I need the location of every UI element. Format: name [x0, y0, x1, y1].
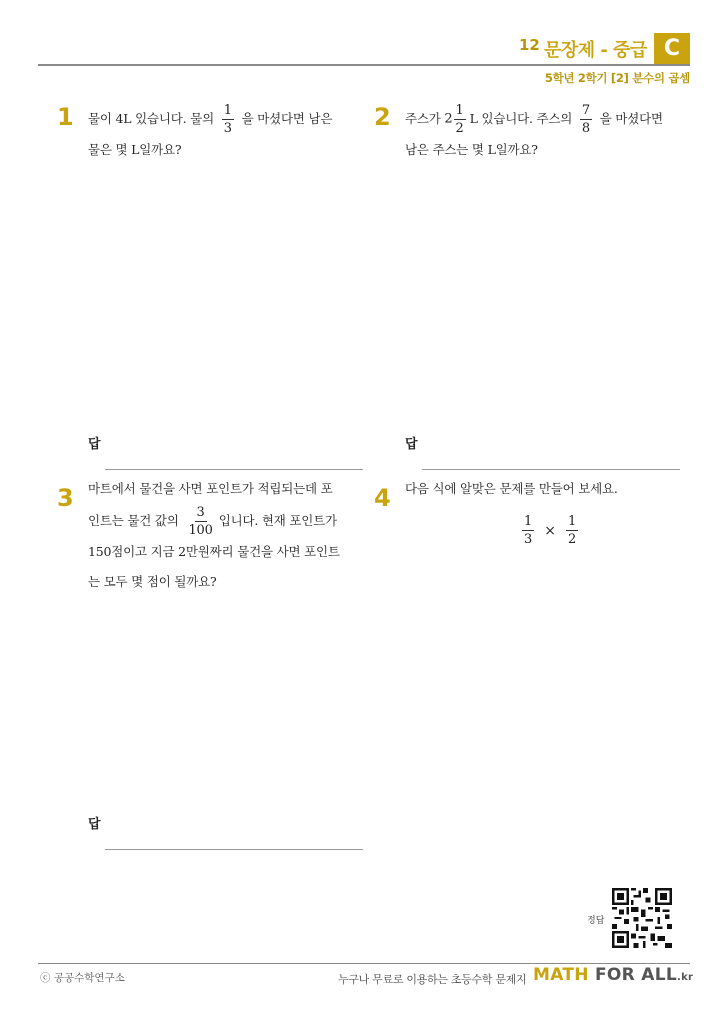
fraction-denominator: 3	[524, 532, 533, 547]
problem-2-answer-label: 답	[405, 437, 418, 452]
fraction-denominator: 100	[188, 523, 213, 538]
problem-2-fraction	[580, 104, 592, 135]
brand-math: MATH	[533, 965, 589, 985]
expression-fraction-b	[566, 515, 578, 546]
footer-divider	[38, 963, 690, 964]
copyright: ⓒ 공공수학연구소	[40, 972, 125, 984]
problem-2-text-a: 주스가	[405, 111, 441, 126]
fraction-denominator: 2	[568, 532, 577, 547]
problem-1-text-a: 물이 4L 있습니다. 물의	[88, 111, 214, 126]
mixed-number-whole: 2	[444, 111, 453, 127]
problem-1-text-b: 을 마셨다면 남은	[241, 111, 333, 126]
fraction-denominator: 2	[455, 121, 464, 136]
brand-logo[interactable]	[533, 965, 693, 985]
problem-2-text-b: L 있습니다. 주스의	[469, 111, 573, 126]
problem-1-text	[88, 104, 368, 165]
fraction-numerator: 3	[196, 505, 205, 520]
unit-subtitle: 5학년 2학기 [2] 분수의 곱셈	[544, 71, 690, 85]
problem-1-fraction	[222, 104, 234, 135]
problem-3-answer-line[interactable]	[105, 849, 363, 850]
problem-2-text	[405, 104, 695, 165]
problem-3-text-b: 입니다. 현재 포인트가	[218, 513, 337, 528]
page-number: 12	[519, 36, 540, 54]
problem-2-text-c: 을 마셨다면	[599, 111, 663, 126]
expression-fraction-a	[522, 515, 534, 546]
problem-2-number: 2	[374, 103, 391, 131]
problem-1-answer-label: 답	[88, 437, 101, 452]
problem-4-text: 다음 식에 알맞은 문제를 만들어 보세요.	[405, 481, 618, 496]
brand-for-all: FOR ALL	[588, 965, 677, 985]
qr-code-icon[interactable]	[612, 888, 672, 948]
header-divider	[38, 64, 690, 66]
problem-4-number: 4	[374, 484, 391, 512]
multiply-operator: ×	[544, 522, 557, 539]
problem-3-number: 3	[57, 484, 74, 512]
problem-2-mixed-fraction	[454, 104, 466, 135]
fraction-denominator: 8	[581, 121, 590, 136]
problem-4-expression	[518, 515, 582, 546]
fraction-denominator: 3	[223, 121, 232, 136]
problem-1-text-line2: 물은 몇 L일까요?	[88, 142, 182, 157]
fraction-numerator: 1	[223, 103, 232, 118]
problem-3-text-line1: 마트에서 물건을 사면 포인트가 적립되는데 포	[88, 481, 333, 496]
problem-3-answer-label: 답	[88, 817, 101, 832]
problem-3-text-line4: 는 모두 몇 점이 될까요?	[88, 574, 217, 589]
problem-1-answer-line[interactable]	[105, 469, 363, 470]
worksheet-title: 문장제 - 중급	[544, 40, 647, 61]
level-badge: C	[654, 33, 690, 65]
problem-3-text	[88, 474, 370, 597]
fraction-numerator: 1	[524, 514, 533, 529]
problem-2-text-line2: 남은 주스는 몇 L일까요?	[405, 142, 538, 157]
fraction-numerator: 7	[581, 103, 590, 118]
brand-kr: .kr	[677, 972, 694, 983]
problem-2-answer-line[interactable]	[422, 469, 680, 470]
fraction-numerator: 1	[568, 514, 577, 529]
tagline: 누구나 무료로 이용하는 초등수학 문제지	[338, 973, 527, 986]
problem-3-text-line3: 150점이고 지금 2만원짜리 물건을 사면 포인트	[88, 544, 340, 559]
answer-key-label: 정답	[587, 916, 605, 926]
problem-3-fraction	[186, 506, 214, 537]
fraction-numerator: 1	[455, 103, 464, 118]
problem-1-number: 1	[57, 103, 74, 131]
problem-3-text-a: 인트는 물건 값의	[88, 513, 179, 528]
